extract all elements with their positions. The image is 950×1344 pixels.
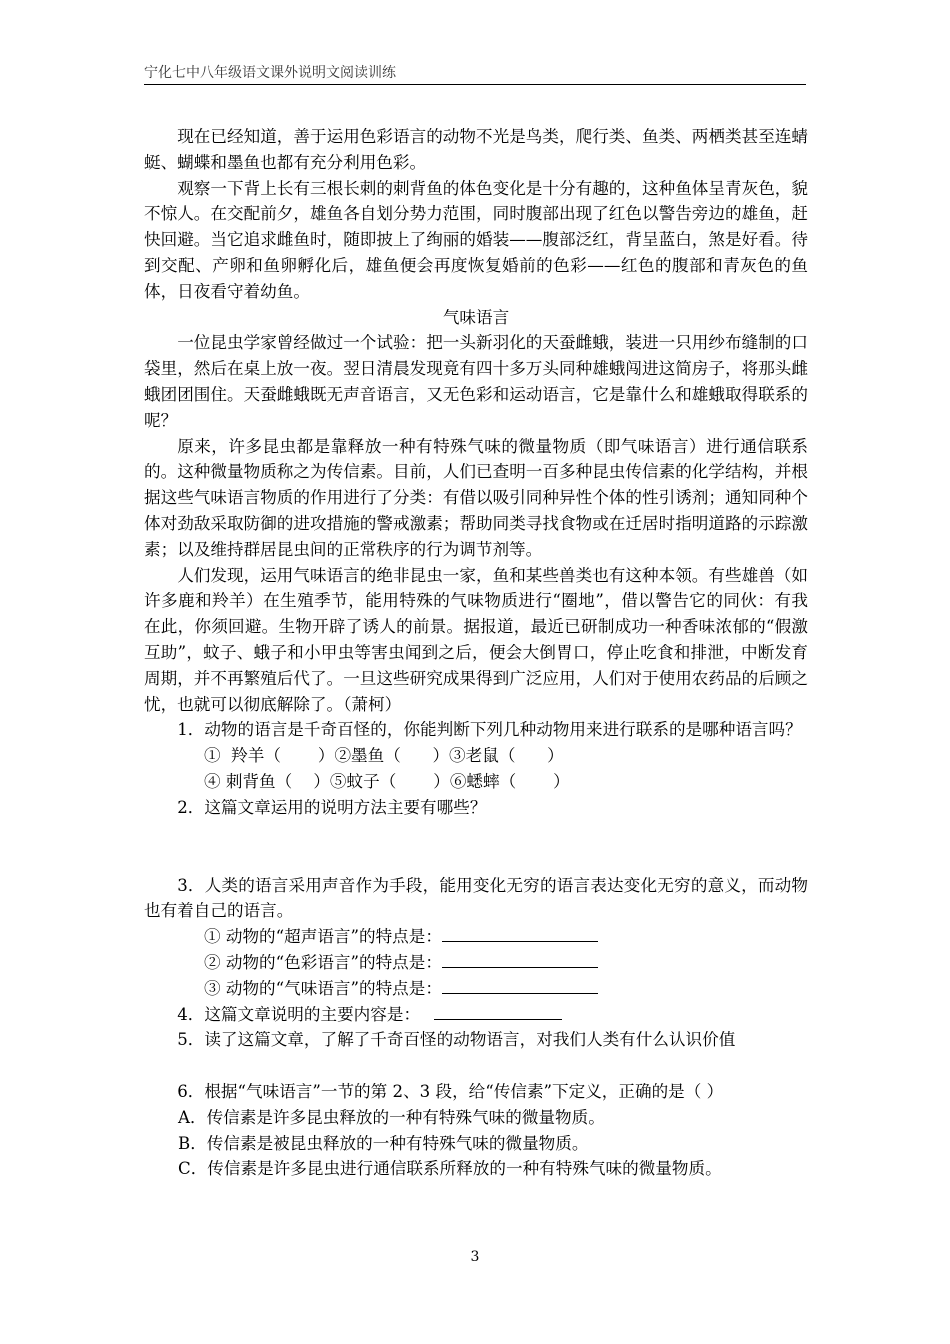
question-3-a <box>144 924 808 950</box>
answer-space <box>144 1053 808 1079</box>
document-body <box>144 124 808 1182</box>
header-rule <box>144 84 806 85</box>
answer-line <box>442 925 598 942</box>
paragraph: 一位昆虫学家曾经做过一个试验：把一头新羽化的天蚕雌蛾，装进一只用纱布缝制的口袋里，然后在桌上放一夜。翌日清晨发现竟有四十多万头同种雄蛾闯进这简房子，将那头雌蛾团团围住。天蚕雌蛾既无声音语言，又无色彩和运动语言，它是靠什么和雄蛾取得联系的呢？ <box>144 333 808 430</box>
question-3-b-text: ② 动物的“色彩语言”的特点是： <box>204 952 442 972</box>
question-6: 6．根据“气味语言”一节的第 2、3 段，给“传信素”下定义，正确的是（ ） <box>177 1082 724 1102</box>
question-6-option-a: A．传信素是许多昆虫释放的一种有特殊气味的微量物质。 <box>178 1107 605 1127</box>
question-1-options-row-1: ① 羚羊（ ）②墨鱼（ ）③老鼠（ ） <box>204 746 564 766</box>
paragraph: 人们发现，运用气味语言的绝非昆虫一家，鱼和某些兽类也有这种本领。有些雄兽（如许多鹿和羚羊）在生殖季节，能用特殊的气味物质进行“圈地”，借以警告它的同伙：有我在此，你须回避。生物开辟了诱人的前景。据报道，最近已研制成功一种香味浓郁的“假激互助”，蚊子、蛾子和小甲虫等害虫闻到之后，便会大倒胃口，停止吃食和排泄，中断发育周期，并不再繁殖后代了。一旦这些研究成果得到广泛应用，人们对于使用农药品的后顾之忧，也就可以彻底解除了。（萧柯） <box>144 565 808 714</box>
question-3-a-text: ① 动物的“超声语言”的特点是： <box>204 927 442 947</box>
question-1: 1．动物的语言是千奇百怪的，你能判断下列几种动物用来进行联系的是哪种语言吗？ <box>177 720 802 740</box>
section-title: 气味语言 <box>442 307 510 327</box>
paragraph: 原来，许多昆虫都是靠释放一种有特殊气味的微量物质（即气味语言）进行通信联系的。这种微量物质称之为传信素。目前，人们已查明一百多种昆虫传信素的化学结构，并根据这些气味语言物质的作用进行了分类：有借以吸引同种异性个体的性引诱剂；通知同种个体对劲敌采取防御的进攻措施的警戒激素；帮助同类寻找食物或在迁居时指明道路的示踪激素；以及维持群居昆虫间的正常秩序的行为调节剂等。 <box>144 436 808 559</box>
answer-line <box>434 1003 562 1020</box>
question-4 <box>144 1002 808 1028</box>
answer-line <box>442 951 598 968</box>
question-3-b <box>144 950 808 976</box>
question-2: 2．这篇文章运用的说明方法主要有哪些？ <box>177 797 487 817</box>
page-number: 3 <box>470 1249 480 1265</box>
page-header: 宁化七中八年级语文课外说明文阅读训练 <box>144 65 396 81</box>
question-3: 3．人类的语言采用声音作为手段，能用变化无穷的语言表达变化无穷的意义，而动物也有着自己的语言。 <box>144 875 808 921</box>
paragraph: 现在已经知道，善于运用色彩语言的动物不光是鸟类，爬行类、鱼类、两栖类甚至连蜻蜓、蝴蝶和墨鱼也都有充分利用色彩。 <box>144 127 808 172</box>
question-3-c <box>144 976 808 1002</box>
question-6-option-c: C．传信素是许多昆虫进行通信联系所释放的一种有特殊气味的微量物质。 <box>178 1159 722 1179</box>
answer-line <box>442 977 598 994</box>
question-1-options-row-2: ④ 刺背鱼（ ）⑤蚊子（ ）⑥蟋蟀（ ） <box>204 771 570 791</box>
question-3-c-text: ③ 动物的“气味语言”的特点是： <box>204 978 442 998</box>
question-4-text: 4．这篇文章说明的主要内容是： <box>177 1004 421 1024</box>
answer-space <box>144 821 808 873</box>
question-6-option-b: B．传信素是被昆虫释放的一种有特殊气味的微量物质。 <box>178 1133 589 1153</box>
paragraph: 观察一下背上长有三根长刺的刺背鱼的体色变化是十分有趣的，这种鱼体呈青灰色，貌不惊人。在交配前夕，雄鱼各自划分势力范围，同时腹部出现了红色以警告旁边的雄鱼，赶快回避。当它追求雌鱼时，随即披上了绚丽的婚装——腹部泛红，背呈蓝白，煞是好看。待到交配、产卵和鱼卵孵化后，雄鱼便会再度恢复婚前的色彩——红色的腹部和青灰色的鱼体，日夜看守着幼鱼。 <box>144 178 808 301</box>
question-5: 5．读了这篇文章，了解了千奇百怪的动物语言，对我们人类有什么认识价值 <box>177 1030 736 1050</box>
